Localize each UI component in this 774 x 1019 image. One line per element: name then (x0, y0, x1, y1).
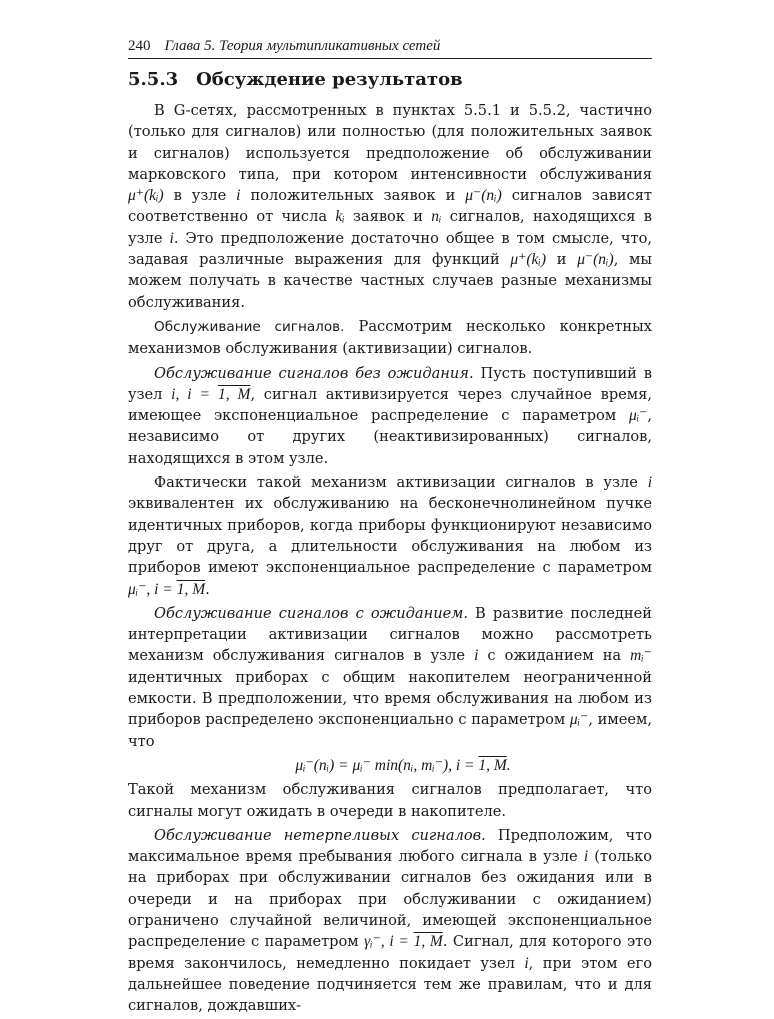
math-inline: μ⁻(nᵢ) (465, 187, 502, 205)
math-range: 1, M (413, 933, 443, 951)
text-span: идентичных приборах с общим накопителем неограниченной емкости. В предположении, что время обслуживания на любом из приборов распределено экспоненциально с параметром (128, 668, 652, 729)
math-range: 1, M (176, 580, 206, 598)
chapter-title: Глава 5. Теория мультипликативных сетей (164, 38, 441, 54)
paragraph-2 (128, 316, 652, 360)
text-span: Пусть поступивший в узел (128, 364, 652, 403)
running-head (128, 36, 652, 59)
math-inline: mᵢ⁻ (630, 647, 652, 665)
italic-lead: Обслуживание сигналов без ожидания. (154, 364, 474, 382)
text-span: Рассмотрим несколько конкретных механизмов обслуживания (активизации) сигналов. (128, 317, 652, 358)
math-inline: i (647, 474, 652, 492)
paragraph-3 (128, 363, 652, 469)
text-span: (только на приборах при обслуживании сигналов без ожидания или в очереди и на приборах при обслуживании с ожиданием) ограничено случайной величиной, имеющей экспоненциальное распределение с параметром (128, 848, 652, 951)
math-inline: γᵢ⁻, i = (364, 933, 414, 951)
math-inline: i (169, 229, 174, 247)
paragraph-6 (128, 779, 652, 822)
text-span: , сигнал активизируется через случайное время, имеющее экспоненциальное распределение с параметром (128, 385, 652, 425)
math-inline: i (236, 187, 241, 205)
formula-range: 1, M (478, 756, 507, 774)
paragraph-7 (128, 825, 652, 1017)
text-span: с ожиданием на (478, 647, 631, 665)
italic-lead: Обслуживание нетерпеливых сигналов. (154, 826, 486, 844)
text-span: . (205, 580, 210, 598)
text-span: Фактически такой механизм активизации сигналов в узле (154, 474, 648, 492)
math-inline: nᵢ (431, 208, 442, 226)
text-span: в узле (163, 187, 237, 205)
section-title: Обсуждение результатов (196, 69, 463, 90)
italic-lead: Обслуживание сигналов с ожиданием. (154, 604, 468, 622)
section-heading (128, 68, 463, 92)
text-span: положительных заявок и (240, 187, 466, 205)
math-inline: i (524, 954, 529, 972)
run-in-heading: Обслуживание сигналов. (154, 318, 345, 335)
text-span: , независимо от других (неактивизированных) сигналов, находящихся в этом узле. (128, 407, 652, 467)
math-inline: kᵢ (335, 208, 345, 226)
text-span: В развитие последней интерпретации активизации сигналов можно рассмотреть механизм обслуживания сигналов в узле (128, 604, 652, 665)
display-formula (128, 755, 652, 776)
text-span: . Сигнал, для которого это время закончилось, немедленно покидает узел (128, 933, 652, 972)
math-range: 1, M (217, 385, 251, 403)
page-number: 240 (128, 38, 151, 54)
math-inline: i, i = (171, 385, 218, 403)
math-inline: μᵢ⁻ (628, 407, 648, 425)
math-inline: i (583, 848, 589, 866)
formula-end: . (506, 756, 511, 774)
text-span: сигналов зависят соответственно от числа (128, 187, 652, 226)
text-span: . Это предположение достаточно общее в том смысле, что, задавая различные выражения для функций (128, 229, 653, 269)
text-span: эквивалентен их обслуживанию на бесконечнолинейном пучке идентичных приборов, когда приборы функционируют независимо друг от друга, а длительности обслуживания на любом из приборов имеют экспоненциальное распределение с параметром (128, 495, 652, 577)
math-inline: i (474, 647, 479, 665)
math-inline: μ⁻(nᵢ) (577, 251, 614, 269)
math-inline: μ⁺(kᵢ) (128, 187, 164, 205)
formula-args: (nᵢ, mᵢ⁻), i = (398, 756, 479, 774)
math-inline: μ⁺(kᵢ) (510, 251, 547, 269)
section-number: 5.5.3 (128, 69, 179, 90)
paragraph-5 (128, 603, 652, 752)
text-span: , мы можем получать в качестве частных случаев разные механизмы обслуживания. (128, 251, 653, 311)
body-text (128, 100, 652, 1019)
math-inline: μᵢ⁻ (569, 711, 589, 729)
text-span: Такой механизм обслуживания сигналов предполагает, что сигналы могут ожидать в очереди в накопителе. (128, 781, 652, 820)
text-span: заявок и (344, 208, 432, 226)
text-span: и (546, 251, 578, 269)
formula-lhs: μᵢ⁻(nᵢ) = μᵢ⁻ (295, 756, 375, 774)
text-span: Предположим, что максимальное время пребывания любого сигнала в узле (128, 826, 652, 866)
math-inline: μᵢ⁻, i = (128, 580, 177, 598)
formula-function: min (374, 756, 398, 774)
paragraph-1 (128, 100, 652, 313)
text-span: , имеем, что (128, 711, 652, 750)
text-span: В G-сетях, рассмотренных в пунктах 5.5.1 и 5.5.2, частично (только для сигналов) или полностью (для положительных заявок и сигналов) используется предположение об обслуживании марковского типа, при котором интенсивности обслуживания (128, 102, 652, 183)
paragraph-4 (128, 472, 652, 600)
text-span: сигналов, находящихся в узле (128, 208, 652, 247)
text-span: , при этом его дальнейшее поведение подчиняется тем же правилам, что и для сигналов, дождавших- (128, 954, 652, 1015)
